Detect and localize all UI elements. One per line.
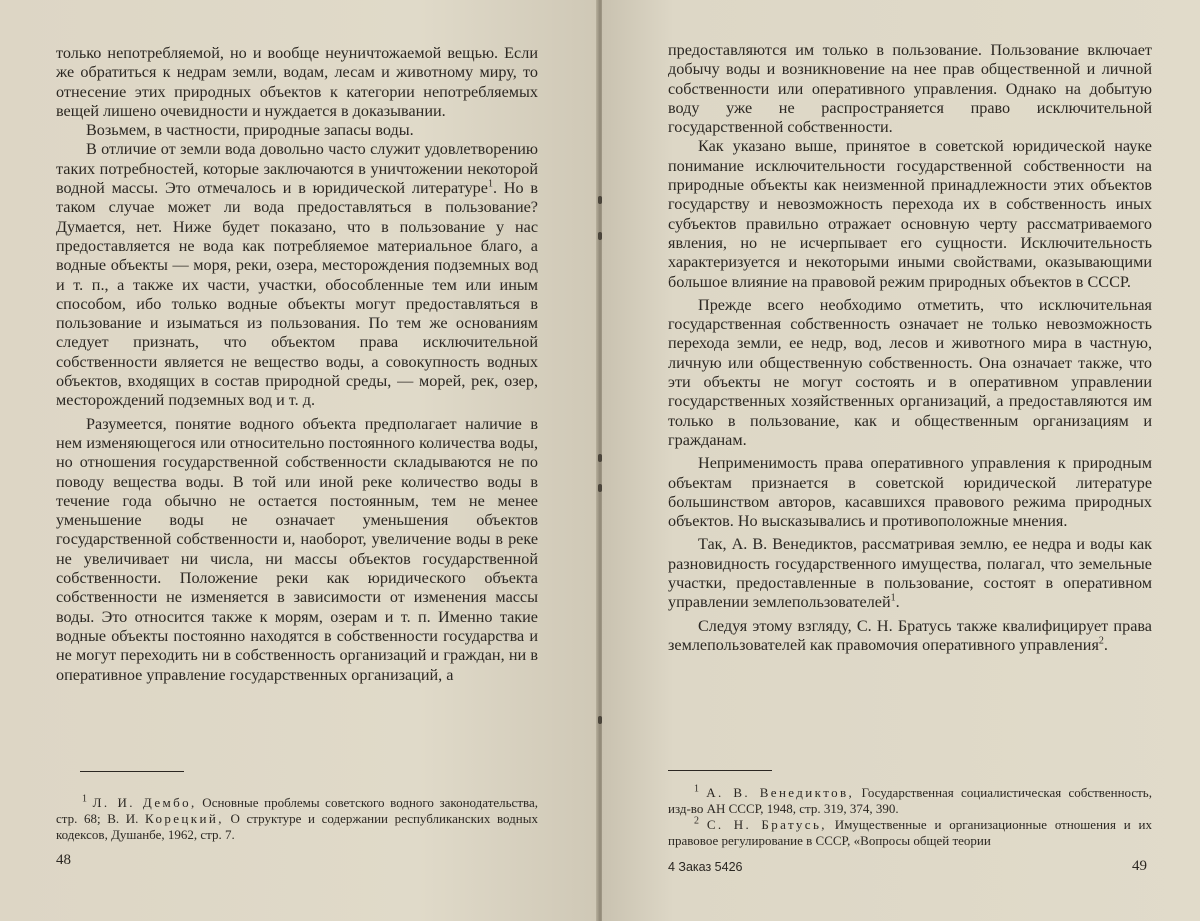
footnote-marker: 1 xyxy=(890,592,896,604)
footnote-rule xyxy=(668,770,772,771)
footnote-marker: 2 xyxy=(1098,635,1104,647)
paragraph: Так, А. В. Венедиктов, рассматривая землю, ее недра и воды как разновидность государственного имущества, полагал, что земельные участки, предоставленные в пользование, состоят в оперативном управлении землепользователей$^1$. xyxy=(668,535,1152,612)
paragraph: только непотребляемой, но и вообще неуничтожаемой вещью. Если же обратиться к недрам земли, водам, лесам и животному миру, то отнесение этих природных объектов к категории непотребляемых вещей лишено очевидности и нуждается в доказывании. xyxy=(56,44,538,120)
footnotes xyxy=(668,785,1152,849)
page-number: 49 xyxy=(1132,858,1147,874)
footnote: $^1$ Л. И. Дембо, Основные проблемы советского водного законодательства, стр. 68; В. И. Корецкий, О структуре и содержании республиканских водных кодексов, Душанбе, 1962, стр. 7. xyxy=(56,793,538,842)
paragraph: Прежде всего необходимо отметить, что исключительная государственная собственность означает не только невозможность перехода земли, ее недр, вод, лесов и животного мира в частную, личную или общественную собственность. Она означает также, что эти объекты не могут состоять и в оперативном управлении государственных хозяйственных организаций, а предоставляются им только в пользование, как и общественным организациям и гражданам. xyxy=(668,295,1152,449)
right-page-body xyxy=(668,41,1152,655)
paragraph: Следуя этому взгляду, С. Н. Братусь также квалифицирует права землепользователей как правомочия оперативного управления$^2$. xyxy=(668,616,1152,654)
footnote-rule xyxy=(80,771,184,772)
paragraph: Возьмем, в частности, природные запасы воды. xyxy=(86,121,414,140)
footnote: $^2$ С. Н. Братусь, Имущественные и организационные отношения и их правовое регулирование в СССР, «Вопросы общей теории xyxy=(668,815,1152,848)
left-page-body xyxy=(56,44,538,685)
paragraph: предоставляются им только в пользование. Пользование включает добычу воды и возникновение на нее прав общественной и личной собственности или оперативного управления. Однако на добытую воду уже не распространяется право исключительной государственной собственности. xyxy=(668,41,1152,137)
paragraph: В отличие от земли вода довольно часто служит удовлетворению таких потребностей, которые заключаются в уничтожении некоторой водной массы. Это отмечалось и в юридической литературе$^1$. Но в таком случае может ли вода предоставляться в пользование? Думается, нет. Ниже будет показано, что в пользование у нас предоставляется не вода как потребляемое материальное благо, а водные объекты — моря, реки, озера, месторождения подземных вод и т. п., а также их части, участки, обособленные тем или иным способом, ибо только водные объекты могут предоставляться в пользование и изыматься из пользования. По тем же основаниям следует признать, что объектом права исключительной собственности является не вещество воды, а совокупность водных объектов, входящих в состав природной среды, — морей, рек, озер, месторождений подземных вод и т. д. xyxy=(56,140,539,410)
paragraph: Разумеется, понятие водного объекта предполагает наличие в нем изменяющегося или относительно постоянного количества воды, но отношения государственной собственности складываются не по поводу вещества воды. В той или иной реке количество воды в течение года обычно не остается постоянным, тем не менее уменьшение воды не означает уменьшения объектов государственной собственности и, наоборот, увеличение воды в реке не увеличивает ни числа, ни массы объектов государственной собственности. Положение реки как юридического объекта собственности не изменяется в зависимости от изменения массы воды. Это относится также к морям, озерам и т. п. Именно такие водные объекты постоянно находятся в собственности государства и не могут переходить ни в собственность организаций и граждан, ни в оперативное управление государственных организаций, а xyxy=(56,414,538,684)
footnote: $^1$ А. В. Венедиктов, Государственная социалистическая собственность, изд-во АН СССР, 1948, стр. 319, 374, 390. xyxy=(668,783,1152,816)
paragraph: Как указано выше, принятое в советской юридической науке понимание исключительности государственной собственности на природные объекты как неизменной принадлежности этих объектов государству и невозможность перехода их в собственность иных субъектов правильно отражает основную черту рассматриваемого явления, но не исчерпывает его сущности. Исключительность характеризуется и некоторыми иными свойствами, оказывающими большое влияние на правовой режим природных объектов в СССР. xyxy=(668,137,1152,291)
page-number: 48 xyxy=(56,852,71,868)
right-page xyxy=(602,0,1200,921)
footnote-marker: 1 xyxy=(487,178,493,190)
left-page xyxy=(0,0,598,921)
paragraph: Неприменимость права оперативного управления к природным объектам признается в советской юридической литературе большинством авторов, касавшихся правового режима природных объектов. Но высказывались и противоположные мнения. xyxy=(668,454,1152,531)
printer-signature: 4 Заказ 5426 xyxy=(668,860,743,874)
